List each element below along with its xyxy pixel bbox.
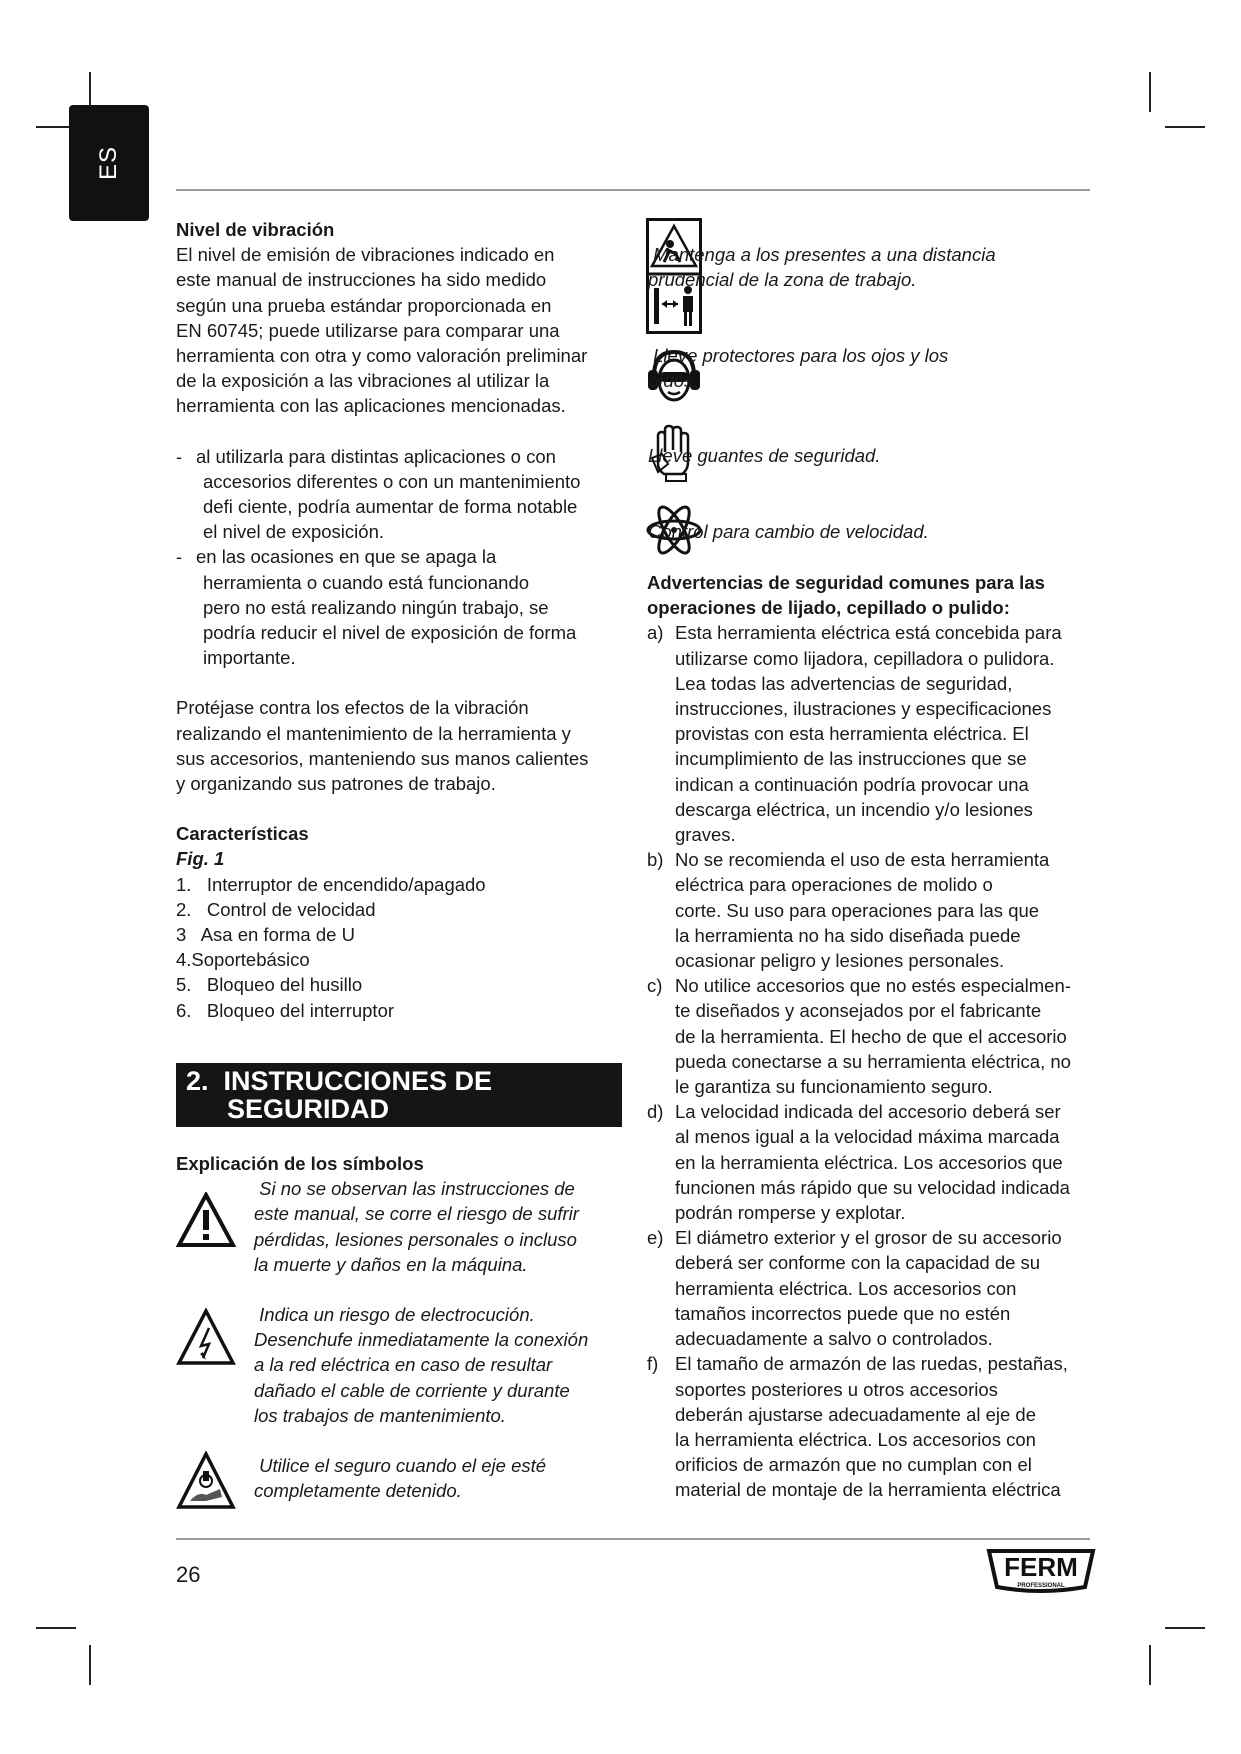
text-line: Mantenga a los presentes a una distancia bbox=[648, 244, 996, 265]
bullet-item bbox=[176, 444, 622, 545]
text-line: prudencial de la zona de trabajo. bbox=[648, 269, 917, 291]
list-item: 6. Bloqueo del interruptor bbox=[176, 999, 395, 1021]
item-letter: a) bbox=[647, 622, 664, 644]
left-column bbox=[176, 217, 622, 1511]
right-column-warnings bbox=[647, 570, 1099, 1503]
text-line: El diámetro exterior y el grosor de su accesorio bbox=[675, 1227, 1062, 1249]
bullet-item bbox=[176, 544, 622, 670]
text-line: pérdidas, lesiones personales o incluso bbox=[254, 1228, 577, 1250]
warning-triangle-icon bbox=[176, 1192, 236, 1248]
text-line: graves. bbox=[675, 824, 736, 846]
warnings-title: operaciones de lijado, cepillado o pulido: bbox=[647, 597, 1010, 619]
text-line: oídos. bbox=[648, 370, 699, 392]
text-line: Lleve protectores para los ojos y los bbox=[648, 345, 949, 366]
text-line: según una prueba estándar proporcionada en bbox=[176, 294, 552, 316]
text-line: indican a continuación podría provocar una bbox=[675, 773, 1029, 795]
text-line: herramienta eléctrica. Los accesorios con bbox=[675, 1277, 1017, 1299]
crop-mark bbox=[1165, 1627, 1205, 1629]
text-line: adecuadamente a salvo o controlados. bbox=[675, 1328, 993, 1350]
symbol-electric bbox=[176, 1302, 622, 1428]
text-line: te diseñados y aconsejados por el fabricante bbox=[675, 1000, 1042, 1022]
list-item: 4.Soportebásico bbox=[176, 949, 310, 971]
text-line: deberá ser conforme con la capacidad de su bbox=[675, 1252, 1041, 1274]
warning-item bbox=[647, 847, 1099, 973]
language-tab bbox=[69, 105, 149, 221]
features-title: Características bbox=[176, 823, 309, 845]
symbol-gloves-text bbox=[648, 443, 880, 468]
warning-item bbox=[647, 620, 1099, 847]
text-line: al menos igual a la velocidad máxima marcada bbox=[675, 1126, 1060, 1148]
text-line: No utilice accesorios que no estés especialmen- bbox=[675, 975, 1071, 997]
text-line: pueda conectarse a su herramienta eléctrica, no bbox=[675, 1050, 1071, 1072]
crop-mark bbox=[1149, 1645, 1151, 1685]
text-line: provistas con esta herramienta eléctrica. El bbox=[675, 723, 1029, 745]
item-letter: d) bbox=[647, 1101, 664, 1123]
text-line: orificios de armazón que no cumplan con el bbox=[675, 1454, 1032, 1476]
text-line: accesorios diferentes o con un mantenimiento bbox=[203, 470, 581, 492]
symbol-spindle-lock bbox=[176, 1453, 622, 1511]
text-line: Control para cambio de velocidad. bbox=[648, 521, 929, 542]
text-line: herramienta o cuando está funcionando bbox=[203, 571, 530, 593]
item-letter: c) bbox=[647, 975, 663, 997]
text-line: le garantiza su funcionamiento seguro. bbox=[675, 1076, 993, 1098]
footer-rule bbox=[176, 1538, 1090, 1540]
text-line: instrucciones, ilustraciones y especificaciones bbox=[675, 698, 1052, 720]
vibration-title: Nivel de vibración bbox=[176, 219, 335, 240]
list-item: 1. Interruptor de encendido/apagado bbox=[176, 873, 486, 895]
text-line: la muerte y daños en la máquina. bbox=[254, 1253, 528, 1275]
text-line: Si no se observan las instrucciones de bbox=[254, 1178, 575, 1200]
list-item: 3 Asa en forma de U bbox=[176, 924, 355, 946]
text-line: importante. bbox=[203, 647, 296, 669]
text-line: la herramienta eléctrica. Los accesorios con bbox=[675, 1428, 1036, 1450]
section-heading-line: 2. INSTRUCCIONES DE bbox=[186, 1065, 493, 1096]
bullet-dash: - bbox=[176, 445, 183, 467]
logo-text: FERM bbox=[1004, 1552, 1078, 1582]
crop-mark bbox=[36, 1627, 76, 1629]
list-item: 2. Control de velocidad bbox=[176, 898, 376, 920]
symbol-bystanders-text bbox=[648, 242, 996, 292]
text-line: este manual de instrucciones ha sido medido bbox=[176, 269, 547, 291]
warning-item bbox=[647, 1225, 1099, 1351]
item-letter: b) bbox=[647, 849, 664, 871]
text-line: material de montaje de la herramienta eléctrica bbox=[675, 1479, 1061, 1501]
text-line: realizando el mantenimiento de la herramienta y bbox=[176, 722, 571, 744]
text-line: El nivel de emisión de vibraciones indicado en bbox=[176, 244, 555, 266]
item-letter: f) bbox=[647, 1353, 659, 1375]
text-line: sus accesorios, manteniendo sus manos calientes bbox=[176, 747, 589, 769]
text-line: a la red eléctrica en caso de resultar bbox=[254, 1354, 553, 1376]
page-number: 26 bbox=[176, 1562, 201, 1587]
text-line: descarga eléctrica, un incendio y/o lesiones bbox=[675, 798, 1033, 820]
text-line: Protéjase contra los efectos de la vibración bbox=[176, 697, 529, 719]
text-line: La velocidad indicada del accesorio deberá ser bbox=[675, 1101, 1061, 1123]
warnings-title: Advertencias de seguridad comunes para las bbox=[647, 572, 1045, 593]
crop-mark bbox=[1165, 126, 1205, 128]
electric-hazard-icon bbox=[176, 1308, 236, 1368]
text-line: deberán ajustarse adecuadamente al eje de bbox=[675, 1403, 1037, 1425]
text-line: Indica un riesgo de electrocución. bbox=[254, 1303, 535, 1325]
text-line: pero no está realizando ningún trabajo, se bbox=[203, 596, 549, 618]
text-line: el nivel de exposición. bbox=[203, 521, 384, 543]
ferm-logo bbox=[985, 1547, 1097, 1595]
section-heading-line: SEGURIDAD bbox=[227, 1093, 390, 1124]
text-line: al utilizarla para distintas aplicaciones o con bbox=[196, 445, 556, 467]
text-line: soportes posteriores u otros accesorios bbox=[675, 1378, 998, 1400]
warning-item bbox=[647, 1099, 1099, 1225]
text-line: en las ocasiones en que se apaga la bbox=[196, 546, 497, 568]
spindle-lock-icon bbox=[176, 1451, 236, 1511]
crop-mark bbox=[89, 1645, 91, 1685]
figure-label: Fig. 1 bbox=[176, 848, 225, 870]
text-line: tamaños incorrectos puede que no estén bbox=[675, 1302, 1011, 1324]
header-rule bbox=[176, 189, 1090, 191]
list-item: 5. Bloqueo del husillo bbox=[176, 974, 363, 996]
bullet-dash: - bbox=[176, 546, 183, 568]
text-line: eléctrica para operaciones de molido o bbox=[675, 874, 993, 896]
text-line: utilizarse como lijadora, cepilladora o pulidora. bbox=[675, 647, 1055, 669]
text-line: No se recomienda el uso de esta herramienta bbox=[675, 849, 1050, 871]
text-line: completamente detenido. bbox=[254, 1480, 462, 1502]
text-line: de la exposición a las vibraciones al utilizar la bbox=[176, 370, 550, 392]
section-heading bbox=[176, 1063, 622, 1127]
text-line: de la herramienta. El hecho de que el accesorio bbox=[675, 1025, 1067, 1047]
symbol-eyes-ears-text bbox=[648, 343, 948, 393]
text-line: Lleve guantes de seguridad. bbox=[648, 445, 881, 466]
text-line: ocasionar peligro y lesiones personales. bbox=[675, 950, 1005, 972]
warning-item bbox=[647, 973, 1099, 1099]
text-line: defi ciente, podría aumentar de forma notable bbox=[203, 496, 578, 518]
text-line: Lea todas las advertencias de seguridad, bbox=[675, 672, 1013, 694]
symbol-speed-text bbox=[648, 519, 929, 544]
text-line: Desenchufe inmediatamente la conexión bbox=[254, 1329, 589, 1351]
logo-subtext: PROFESSIONAL bbox=[1017, 1583, 1065, 1589]
text-line: la herramienta no ha sido diseñada puede bbox=[675, 924, 1021, 946]
text-line: herramienta con las aplicaciones mencionadas. bbox=[176, 395, 566, 417]
item-letter: e) bbox=[647, 1227, 664, 1249]
warning-item bbox=[647, 1351, 1099, 1502]
text-line: herramienta con otra y como valoración preliminar bbox=[176, 345, 588, 367]
text-line: y organizando sus patrones de trabajo. bbox=[176, 773, 496, 795]
text-line: funcionen más rápido que su velocidad indicada bbox=[675, 1176, 1070, 1198]
text-line: incumplimiento de las instrucciones que se bbox=[675, 748, 1027, 770]
text-line: corte. Su uso para operaciones para las que bbox=[675, 899, 1040, 921]
text-line: este manual, se corre el riesgo de sufrir bbox=[254, 1203, 579, 1225]
crop-mark bbox=[1149, 72, 1151, 112]
text-line: EN 60745; puede utilizarse para comparar una bbox=[176, 319, 560, 341]
text-line: Esta herramienta eléctrica está concebida para bbox=[675, 622, 1062, 644]
text-line: en la herramienta eléctrica. Los accesorios que bbox=[675, 1151, 1063, 1173]
symbol-warning bbox=[176, 1176, 622, 1277]
language-label: ES bbox=[94, 145, 122, 181]
text-line: Utilice el seguro cuando el eje esté bbox=[254, 1454, 547, 1476]
text-line: los trabajos de mantenimiento. bbox=[254, 1404, 506, 1426]
text-line: dañado el cable de corriente y durante bbox=[254, 1379, 570, 1401]
text-line: podría reducir el nivel de exposición de forma bbox=[203, 622, 577, 644]
symbols-title: Explicación de los símbolos bbox=[176, 1152, 424, 1174]
text-line: podrán romperse y explotar. bbox=[675, 1202, 906, 1224]
text-line: El tamaño de armazón de las ruedas, pestañas, bbox=[675, 1353, 1068, 1375]
